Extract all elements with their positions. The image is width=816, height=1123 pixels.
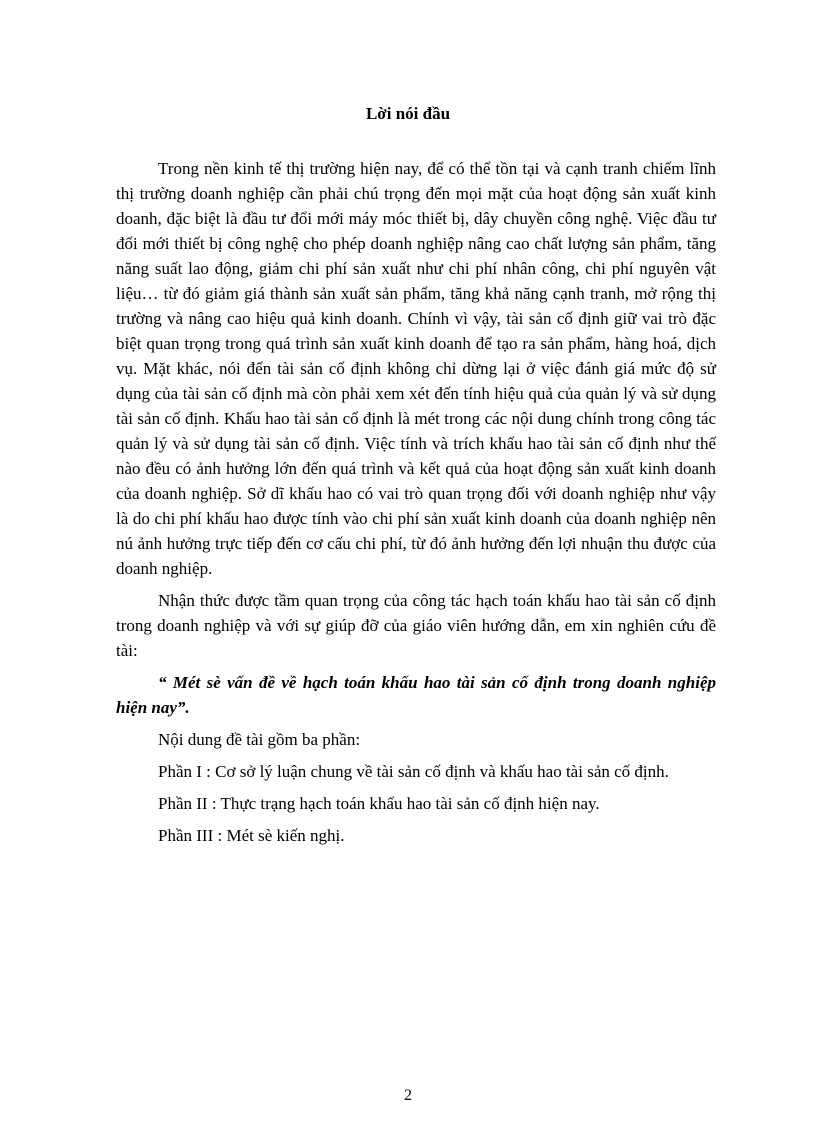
page-title: Lời nói đầu: [365, 104, 451, 123]
research-topic: “ Mét sè vấn đề về hạch toán khấu hao tài sản cố định trong doanh nghiệp hiện nay”.: [116, 673, 716, 717]
content-intro: Nội dung đề tài gồm ba phần:: [158, 730, 361, 749]
document-body: [116, 156, 716, 855]
part-two: Phần II : Thực trạng hạch toán khấu hao tài sản cố định hiện nay.: [158, 794, 600, 813]
intro-paragraph: Trong nền kinh tế thị trường hiện nay, để có thể tồn tại và cạnh tranh chiếm lĩnh thị trường doanh nghiệp cần phải chú trọng đến mọi mặt của hoạt động sản xuất kinh doanh, đặc biệt là đầu tư đổi mới máy móc thiết bị, dây chuyền công nghệ. Việc đầu tư đổi mới thiết bị công nghệ cho phép doanh nghiệp nâng cao chất lượng sản phẩm, tăng năng suất lao động, giảm chi phí sản xuất như chi phí nhân công, chi phí nguyên vật liệu… từ đó giảm giá thành sản xuất sản phẩm, tăng khả năng cạnh tranh, mở rộng thị trường và nâng cao hiệu quả kinh doanh. Chính vì vậy, tài sản cố định giữ vai trò đặc biệt quan trọng trong quá trình sản xuất kinh doanh để tạo ra sản phẩm, hàng hoá, dịch vụ. Mặt khác, nói đến tài sản cố định không chỉ dừng lại ở việc đánh giá mức độ sử dụng của tài sản cố định mà còn phải xem xét đến tính hiệu quả của quản lý và sử dụng tài sản cố định. Khấu hao tài sản cố định là mét trong các nội dung chính trong công tác quản lý và sử dụng tài sản cố định. Việc tính và trích khấu hao tài sản cố định như thế nào đều có ảnh hưởng lớn đến quá trình và kết quả của hoạt động sản xuất kinh doanh của doanh nghiệp. Sở dĩ khấu hao có vai trò quan trọng đối với doanh nghiệp như vậy là do chi phí khấu hao được tính vào chi phí sản xuất kinh doanh của doanh nghiệp nên nú ảnh hưởng trực tiếp đến cơ cấu chi phí, từ đó ảnh hưởng đến lợi nhuận thu được của doanh nghiệp.: [116, 159, 716, 578]
motivation-paragraph: Nhận thức được tầm quan trọng của công tác hạch toán khấu hao tài sản cố định trong doanh nghiệp và với sự giúp đỡ của giáo viên hướng dẫn, em xin nghiên cứu đề tài:: [116, 591, 716, 660]
part-three: Phần III : Mét sè kiến nghị.: [158, 826, 345, 845]
page-number: 2: [404, 1087, 412, 1104]
part-one: Phần I : Cơ sở lý luận chung về tài sản cố định và khấu hao tài sản cố định.: [158, 762, 669, 781]
